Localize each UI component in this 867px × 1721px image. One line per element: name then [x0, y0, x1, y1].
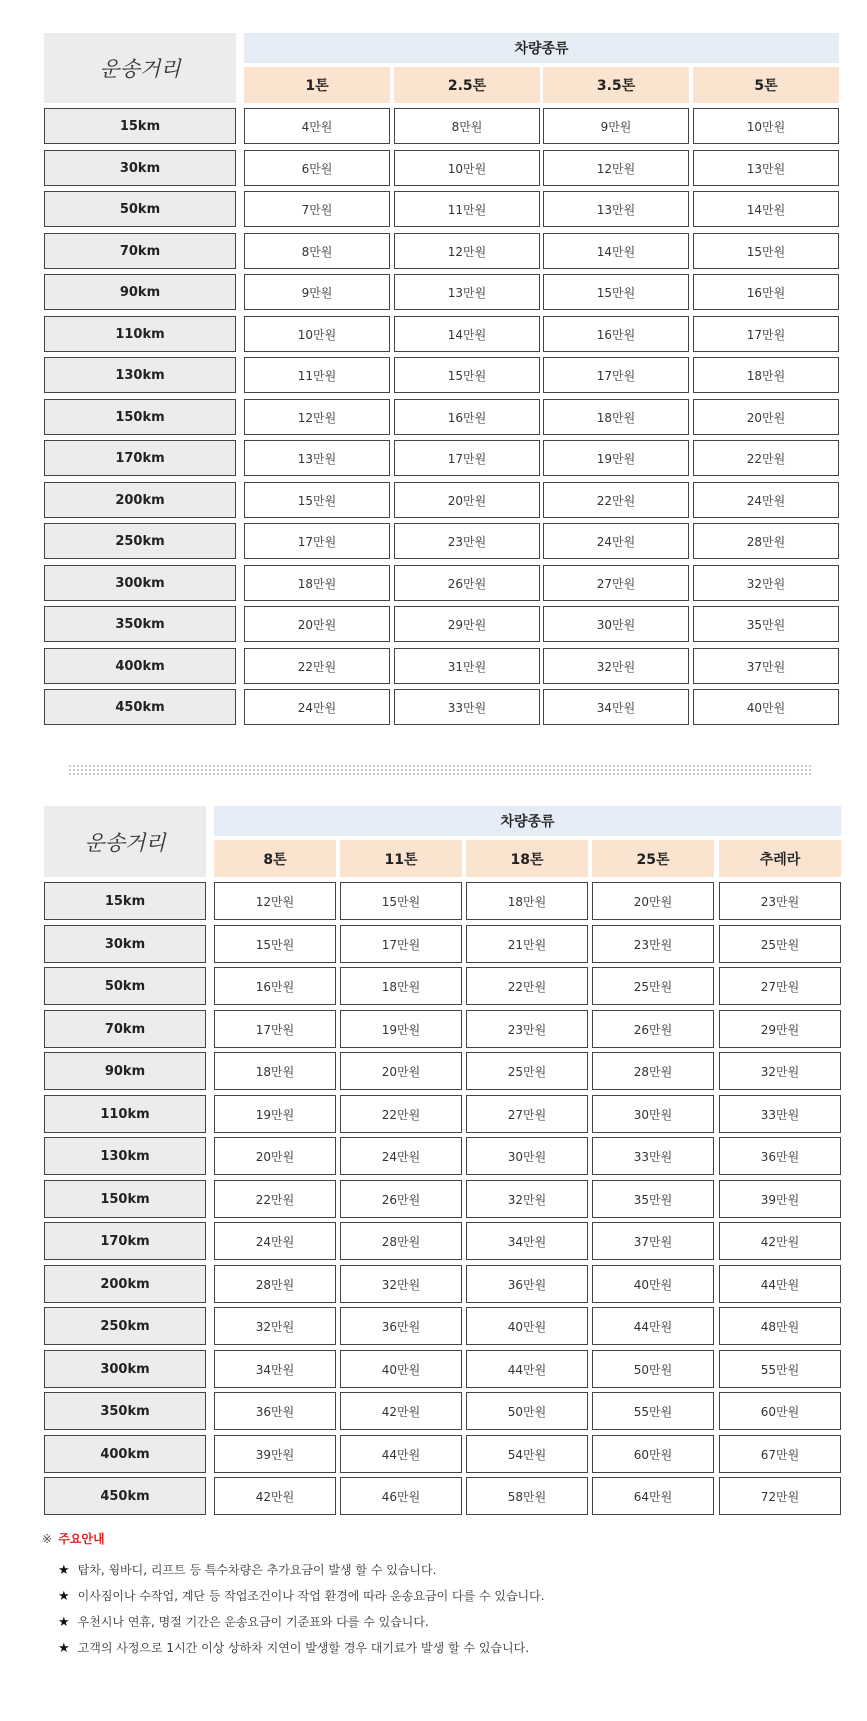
price-cell: 17만원 — [244, 523, 390, 559]
price-cell: 55만원 — [719, 1350, 841, 1388]
column-header: 8톤 — [214, 840, 336, 877]
price-cell: 46만원 — [340, 1477, 462, 1515]
price-cell: 31만원 — [394, 648, 540, 684]
price-cell: 28만원 — [592, 1052, 714, 1090]
price-cell: 36만원 — [214, 1392, 336, 1430]
price-cell: 25만원 — [592, 967, 714, 1005]
price-cell: 28만원 — [693, 523, 839, 559]
column-header: 25톤 — [592, 840, 714, 877]
price-cell: 32만원 — [543, 648, 689, 684]
price-cell: 16만원 — [693, 274, 839, 310]
distance-cell: 250km — [44, 523, 236, 559]
price-cell: 33만원 — [719, 1095, 841, 1133]
price-cell: 15만원 — [693, 233, 839, 269]
price-cell: 72만원 — [719, 1477, 841, 1515]
price-cell: 20만원 — [693, 399, 839, 435]
price-cell: 9만원 — [543, 108, 689, 144]
price-cell: 39만원 — [719, 1180, 841, 1218]
note-item — [42, 1583, 842, 1609]
price-cell: 22만원 — [244, 648, 390, 684]
price-cell: 15만원 — [543, 274, 689, 310]
price-cell: 17만원 — [543, 357, 689, 393]
notes-title-text: 주요안내 — [58, 1532, 105, 1546]
price-cell: 39만원 — [214, 1435, 336, 1473]
price-cell: 28만원 — [340, 1222, 462, 1260]
distance-cell: 110km — [44, 1095, 206, 1133]
price-cell: 32만원 — [340, 1265, 462, 1303]
column-header: 추레라 — [719, 840, 841, 877]
distance-cell: 150km — [44, 399, 236, 435]
distance-cell: 350km — [44, 1392, 206, 1430]
price-cell: 64만원 — [592, 1477, 714, 1515]
distance-cell: 90km — [44, 1052, 206, 1090]
distance-cell: 170km — [44, 1222, 206, 1260]
price-cell: 16만원 — [394, 399, 540, 435]
distance-cell: 90km — [44, 274, 236, 310]
price-cell: 6만원 — [244, 150, 390, 186]
price-cell: 22만원 — [693, 440, 839, 476]
price-cell: 13만원 — [543, 191, 689, 227]
price-cell: 54만원 — [466, 1435, 588, 1473]
price-cell: 58만원 — [466, 1477, 588, 1515]
price-cell: 16만원 — [214, 967, 336, 1005]
price-cell: 14만원 — [693, 191, 839, 227]
price-cell: 37만원 — [592, 1222, 714, 1260]
price-cell: 30만원 — [466, 1137, 588, 1175]
distance-cell: 300km — [44, 1350, 206, 1388]
price-cell: 20만원 — [592, 882, 714, 920]
price-cell: 22만원 — [340, 1095, 462, 1133]
price-cell: 15만원 — [394, 357, 540, 393]
price-cell: 55만원 — [592, 1392, 714, 1430]
price-cell: 28만원 — [214, 1265, 336, 1303]
price-cell: 20만원 — [214, 1137, 336, 1175]
star-icon: ★ — [58, 1563, 70, 1578]
price-cell: 60만원 — [592, 1435, 714, 1473]
note-text: 고객의 사정으로 1시간 이상 상하차 지연이 발생할 경우 대기료가 발생 할 수 있습니다. — [77, 1641, 530, 1655]
price-cell: 33만원 — [592, 1137, 714, 1175]
price-cell: 18만원 — [693, 357, 839, 393]
price-cell: 11만원 — [394, 191, 540, 227]
price-cell: 10만원 — [244, 316, 390, 352]
price-cell: 17만원 — [693, 316, 839, 352]
distance-cell: 450km — [44, 689, 236, 725]
price-cell: 30만원 — [592, 1095, 714, 1133]
price-cell: 13만원 — [394, 274, 540, 310]
price-cell: 13만원 — [244, 440, 390, 476]
price-cell: 8만원 — [244, 233, 390, 269]
price-cell: 15만원 — [214, 925, 336, 963]
distance-cell: 30km — [44, 925, 206, 963]
price-cell: 18만원 — [466, 882, 588, 920]
price-cell: 7만원 — [244, 191, 390, 227]
distance-cell: 70km — [44, 1010, 206, 1048]
price-cell: 16만원 — [543, 316, 689, 352]
price-cell: 4만원 — [244, 108, 390, 144]
price-cell: 24만원 — [543, 523, 689, 559]
price-cell: 50만원 — [592, 1350, 714, 1388]
price-cell: 30만원 — [543, 606, 689, 642]
column-header: 2.5톤 — [394, 67, 540, 103]
distance-header: 운송거리 — [44, 33, 236, 103]
price-cell: 40만원 — [592, 1265, 714, 1303]
price-cell: 60만원 — [719, 1392, 841, 1430]
price-cell: 10만원 — [693, 108, 839, 144]
price-cell: 12만원 — [394, 233, 540, 269]
price-cell: 23만원 — [466, 1010, 588, 1048]
price-cell: 18만원 — [543, 399, 689, 435]
price-cell: 32만원 — [466, 1180, 588, 1218]
price-cell: 20만원 — [394, 482, 540, 518]
vehicle-type-header: 차량종류 — [244, 33, 839, 63]
price-cell: 29만원 — [719, 1010, 841, 1048]
reference-mark-icon: ※ — [42, 1532, 53, 1546]
price-cell: 44만원 — [592, 1307, 714, 1345]
price-cell: 21만원 — [466, 925, 588, 963]
price-cell: 12만원 — [244, 399, 390, 435]
price-cell: 19만원 — [214, 1095, 336, 1133]
price-cell: 17만원 — [214, 1010, 336, 1048]
price-cell: 10만원 — [394, 150, 540, 186]
price-cell: 15만원 — [244, 482, 390, 518]
price-cell: 18만원 — [340, 967, 462, 1005]
price-cell: 14만원 — [394, 316, 540, 352]
price-cell: 24만원 — [214, 1222, 336, 1260]
note-item — [42, 1557, 842, 1583]
vehicle-type-header: 차량종류 — [214, 806, 841, 836]
distance-cell: 400km — [44, 648, 236, 684]
price-cell: 24만원 — [244, 689, 390, 725]
price-cell: 19만원 — [340, 1010, 462, 1048]
price-cell: 22만원 — [466, 967, 588, 1005]
distance-cell: 110km — [44, 316, 236, 352]
price-cell: 67만원 — [719, 1435, 841, 1473]
price-cell: 14만원 — [543, 233, 689, 269]
price-cell: 32만원 — [719, 1052, 841, 1090]
price-cell: 18만원 — [244, 565, 390, 601]
column-header: 11톤 — [340, 840, 462, 877]
price-cell: 13만원 — [693, 150, 839, 186]
price-cell: 40만원 — [340, 1350, 462, 1388]
price-cell: 44만원 — [340, 1435, 462, 1473]
price-cell: 26만원 — [394, 565, 540, 601]
price-cell: 32만원 — [214, 1307, 336, 1345]
price-cell: 35만원 — [592, 1180, 714, 1218]
distance-cell: 130km — [44, 357, 236, 393]
distance-cell: 150km — [44, 1180, 206, 1218]
distance-cell: 170km — [44, 440, 236, 476]
note-item — [42, 1635, 842, 1661]
distance-header: 운송거리 — [44, 806, 206, 877]
price-cell: 23만원 — [394, 523, 540, 559]
distance-cell: 200km — [44, 1265, 206, 1303]
price-cell: 24만원 — [693, 482, 839, 518]
price-cell: 8만원 — [394, 108, 540, 144]
column-header: 1톤 — [244, 67, 390, 103]
distance-cell: 200km — [44, 482, 236, 518]
price-cell: 27만원 — [543, 565, 689, 601]
price-cell: 42만원 — [214, 1477, 336, 1515]
price-cell: 40만원 — [466, 1307, 588, 1345]
price-cell: 18만원 — [214, 1052, 336, 1090]
price-cell: 26만원 — [340, 1180, 462, 1218]
price-cell: 15만원 — [340, 882, 462, 920]
distance-cell: 450km — [44, 1477, 206, 1515]
distance-cell: 70km — [44, 233, 236, 269]
note-text: 탑차, 윙바디, 리프트 등 특수차량은 추가요금이 발생 할 수 있습니다. — [77, 1563, 437, 1577]
distance-cell: 400km — [44, 1435, 206, 1473]
price-cell: 50만원 — [466, 1392, 588, 1430]
price-cell: 44만원 — [466, 1350, 588, 1388]
price-cell: 37만원 — [693, 648, 839, 684]
column-header: 18톤 — [466, 840, 588, 877]
star-icon: ★ — [58, 1641, 70, 1656]
price-cell: 27만원 — [466, 1095, 588, 1133]
distance-cell: 15km — [44, 882, 206, 920]
price-cell: 36만원 — [466, 1265, 588, 1303]
star-icon: ★ — [58, 1589, 70, 1604]
dotted-divider — [68, 764, 812, 776]
star-icon: ★ — [58, 1615, 70, 1630]
distance-cell: 250km — [44, 1307, 206, 1345]
price-cell: 32만원 — [693, 565, 839, 601]
price-cell: 12만원 — [214, 882, 336, 920]
price-cell: 44만원 — [719, 1265, 841, 1303]
price-cell: 34만원 — [214, 1350, 336, 1388]
distance-cell: 15km — [44, 108, 236, 144]
column-header: 5톤 — [693, 67, 839, 103]
note-text: 이사짐이나 수작업, 계단 등 작업조건이나 작업 환경에 따라 운송요금이 다를 수 있습니다. — [77, 1589, 545, 1603]
price-cell: 24만원 — [340, 1137, 462, 1175]
price-cell: 29만원 — [394, 606, 540, 642]
price-cell: 11만원 — [244, 357, 390, 393]
price-cell: 36만원 — [340, 1307, 462, 1345]
price-cell: 42만원 — [719, 1222, 841, 1260]
price-cell: 40만원 — [693, 689, 839, 725]
price-cell: 48만원 — [719, 1307, 841, 1345]
price-cell: 23만원 — [719, 882, 841, 920]
price-cell: 27만원 — [719, 967, 841, 1005]
price-cell: 17만원 — [394, 440, 540, 476]
price-cell: 17만원 — [340, 925, 462, 963]
note-item — [42, 1609, 842, 1635]
distance-cell: 130km — [44, 1137, 206, 1175]
price-cell: 22만원 — [543, 482, 689, 518]
price-cell: 35만원 — [693, 606, 839, 642]
price-cell: 36만원 — [719, 1137, 841, 1175]
price-cell: 25만원 — [466, 1052, 588, 1090]
distance-cell: 50km — [44, 191, 236, 227]
price-cell: 20만원 — [244, 606, 390, 642]
distance-cell: 30km — [44, 150, 236, 186]
distance-cell: 350km — [44, 606, 236, 642]
note-text: 우천시나 연휴, 명절 기간은 운송요금이 기준표와 다를 수 있습니다. — [77, 1615, 429, 1629]
price-cell: 25만원 — [719, 925, 841, 963]
price-cell: 22만원 — [214, 1180, 336, 1218]
price-cell: 26만원 — [592, 1010, 714, 1048]
distance-cell: 50km — [44, 967, 206, 1005]
price-cell: 34만원 — [543, 689, 689, 725]
price-cell: 34만원 — [466, 1222, 588, 1260]
distance-cell: 300km — [44, 565, 236, 601]
price-cell: 23만원 — [592, 925, 714, 963]
price-cell: 9만원 — [244, 274, 390, 310]
column-header: 3.5톤 — [543, 67, 689, 103]
price-cell: 20만원 — [340, 1052, 462, 1090]
notes-title — [42, 1530, 842, 1547]
price-cell: 19만원 — [543, 440, 689, 476]
price-cell: 33만원 — [394, 689, 540, 725]
price-cell: 42만원 — [340, 1392, 462, 1430]
price-cell: 12만원 — [543, 150, 689, 186]
notes-section — [42, 1530, 842, 1661]
